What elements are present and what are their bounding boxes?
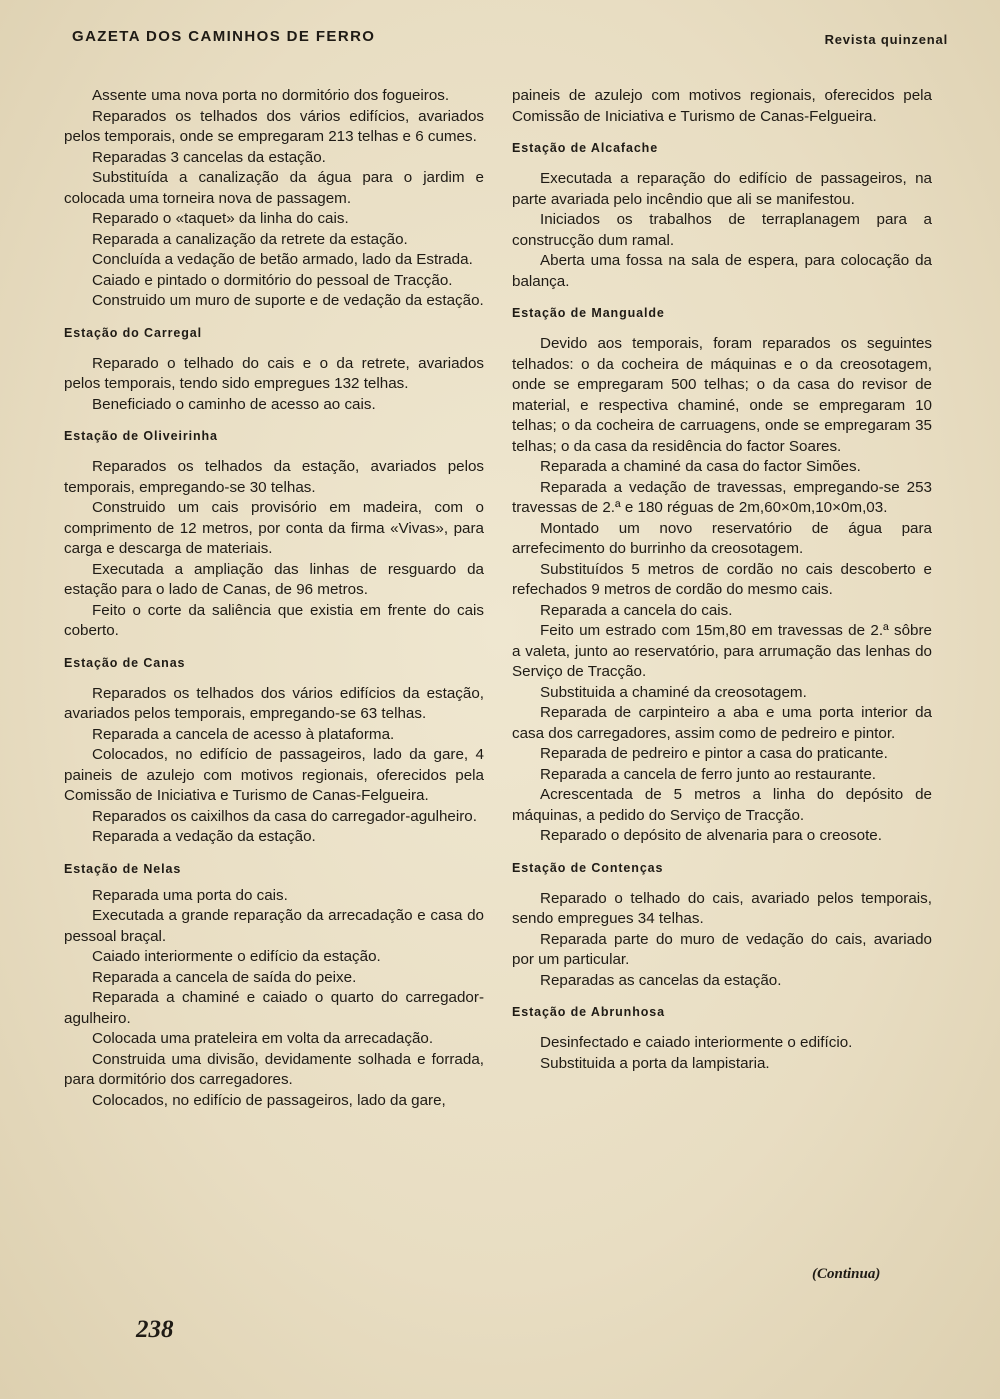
page-number: 238 xyxy=(136,1316,174,1343)
paragraph: Reparados os telhados dos vários edifícios da estação, avariados pelos temporais, empregando-se 63 telhas. xyxy=(64,684,484,722)
right-column xyxy=(512,86,932,1074)
paragraph: Colocada uma prateleira em volta da arrecadação. xyxy=(92,1030,434,1047)
continued-note: (Continua) xyxy=(812,1266,881,1282)
journal-subtitle: Revista quinzenal xyxy=(824,32,948,47)
paragraph: Reparados os caixilhos da casa do carregador-agulheiro. xyxy=(92,807,477,825)
paragraph: Assente uma nova porta no dormitório dos fogueiros. xyxy=(92,87,450,104)
paragraph: Acrescentada de 5 metros a linha do depósito de máquinas, a pedido do Serviço de Tracção. xyxy=(512,786,932,824)
paragraph: Montado um novo reservatório de água para arrefecimento do burrinho da creosotagem. xyxy=(512,519,932,557)
paragraph: Reparados os telhados da estação, avariados pelos temporais, empregando-se 30 telhas. xyxy=(64,458,484,496)
paragraph: Substituída a canalização da água para o jardim e colocada uma torneira nova de passagem. xyxy=(64,169,484,207)
section-heading-nelas: Estação de Nelas xyxy=(64,861,182,876)
paragraph: Aberta uma fossa na sala de espera, para colocação da balança. xyxy=(512,252,932,290)
paragraph: Executada a grande reparação da arrecadação e casa do pessoal braçal. xyxy=(64,907,484,945)
paragraph: Concluída a vedação de betão armado, lado da Estrada. xyxy=(92,251,473,268)
paragraph: Reparada a vedação da estação. xyxy=(92,828,316,845)
paragraph: Substituida a porta da lampistaria. xyxy=(540,1054,770,1072)
paragraph: Reparada de pedreiro e pintor a casa do praticante. xyxy=(540,745,888,762)
paragraph: Desinfectado e caiado interiormente o edifício. xyxy=(540,1034,853,1051)
paragraph: Reparada parte do muro de vedação do cais, avariado por um particular. xyxy=(512,930,932,968)
paragraph: Reparado o «taquet» da linha do cais. xyxy=(92,210,349,227)
paragraph: Reparada uma porta do cais. xyxy=(92,886,288,904)
paragraph: Substituídos 5 metros de cordão no cais descoberto e refechados 9 metros de cordão do mesmo cais. xyxy=(512,560,932,598)
left-column xyxy=(64,86,484,1111)
paragraph: Reparada de carpinteiro a aba e uma porta interior da casa dos carregadores, assim como de pedreiro e pintor. xyxy=(512,704,932,742)
paragraph: Construido um cais provisório em madeira, com o comprimento de 12 metros, por conta da firma «Vivas», para carga e descarga de materiais. xyxy=(64,499,484,557)
paragraph: Reparada a cancela do cais. xyxy=(540,601,733,619)
paragraph: Reparada a vedação de travessas, empregando-se 253 travessas de 2.ª e 180 réguas de 2m,60×0m,10×0m,03. xyxy=(512,478,932,516)
paragraph: Executada a ampliação das linhas de resguardo da estação para o lado de Canas, de 96 metros. xyxy=(64,560,484,598)
paragraph: Construida uma divisão, devidamente solhada e forrada, para dormitório dos carregadores. xyxy=(64,1050,484,1088)
section-heading-abrunhosa: Estação de Abrunhosa xyxy=(512,1005,665,1019)
journal-title: GAZETA DOS CAMINHOS DE FERRO xyxy=(72,28,376,45)
paragraph: Colocados, no edifício de passageiros, lado da gare, xyxy=(92,1091,446,1109)
paragraph: Substituida a chaminé da creosotagem. xyxy=(540,683,807,701)
paragraph: Reparada a canalização da retrete da estação. xyxy=(92,230,408,248)
paragraph: Reparado o telhado do cais, avariado pelos temporais, sendo empregues 34 telhas. xyxy=(512,889,932,927)
paragraph: Executada a reparação do edifício de passageiros, na parte avariada pelo incêndio que ali se manifestou. xyxy=(512,170,932,208)
section-heading-alcafache: Estação de Alcafache xyxy=(512,141,659,155)
paragraph: Caiado interiormente o edifício da estação. xyxy=(92,948,381,965)
paragraph: Reparadas as cancelas da estação. xyxy=(540,971,782,989)
section-heading-oliveirinha: Estação de Oliveirinha xyxy=(64,429,218,443)
paragraph: Feito o corte da saliência que existia em frente do cais coberto. xyxy=(64,601,484,639)
paragraph: Caiado e pintado o dormitório do pessoal de Tracção. xyxy=(92,271,453,289)
section-heading-canas: Estação de Canas xyxy=(64,655,186,670)
paragraph: Reparada a cancela de ferro junto ao restaurante. xyxy=(540,765,877,783)
paragraph: Colocados, no edifício de passageiros, lado da gare, 4 paineis de azulejo com motivos regionais, oferecidos pela Comissão de Iniciativa e Turismo de Canas-Felgueira. xyxy=(64,746,484,804)
paragraph: Reparado o telhado do cais e o da retrete, avariados pelos temporais, tendo sido empregues 132 telhas. xyxy=(64,354,484,392)
paragraph: Devido aos temporais, foram reparados os seguintes telhados: o da cocheira de máquinas e o da creosotagem, onde se empregaram 500 telhas; o da casa do revisor de material, e respectiva chaminé, onde se empregaram 10 telhas; o da cocheira de carruagens, onde se empregaram 35 telhas; o da casa da residência do factor Soares. xyxy=(512,335,932,455)
paragraph: Reparada a chaminé e caiado o quarto do carregador-agulheiro. xyxy=(64,989,484,1027)
paragraph: Reparado o depósito de alvenaria para o creosote. xyxy=(540,827,882,844)
section-heading-carregal: Estação do Carregal xyxy=(64,325,202,340)
section-heading-contencas: Estação de Contenças xyxy=(512,860,664,875)
paragraph: Reparada a cancela de saída do peixe. xyxy=(92,968,357,986)
paragraph: Reparados os telhados dos vários edifícios, avariados pelos temporais, onde se empregaram 213 telhas e 6 cumes. xyxy=(64,107,484,145)
paragraph-continuation: paineis de azulejo com motivos regionais, oferecidos pela Comissão de Iniciativa e Turismo de Canas-Felgueira. xyxy=(512,87,932,125)
paragraph: Reparadas 3 cancelas da estação. xyxy=(92,148,326,166)
section-heading-mangualde: Estação de Mangualde xyxy=(512,306,665,320)
paragraph: Feito um estrado com 15m,80 em travessas de 2.ª sôbre a valeta, junto ao reservatório, para arrumação das lenhas do Serviço de Tracção. xyxy=(512,622,932,680)
paragraph: Reparada a cancela de acesso à plataforma. xyxy=(92,725,395,743)
paragraph: Reparada a chaminé da casa do factor Simões. xyxy=(540,458,861,475)
paragraph: Construido um muro de suporte e de vedação da estação. xyxy=(92,292,484,309)
paragraph: Iniciados os trabalhos de terraplanagem para a construcção dum ramal. xyxy=(512,211,932,249)
paragraph: Beneficiado o caminho de acesso ao cais. xyxy=(92,395,376,413)
